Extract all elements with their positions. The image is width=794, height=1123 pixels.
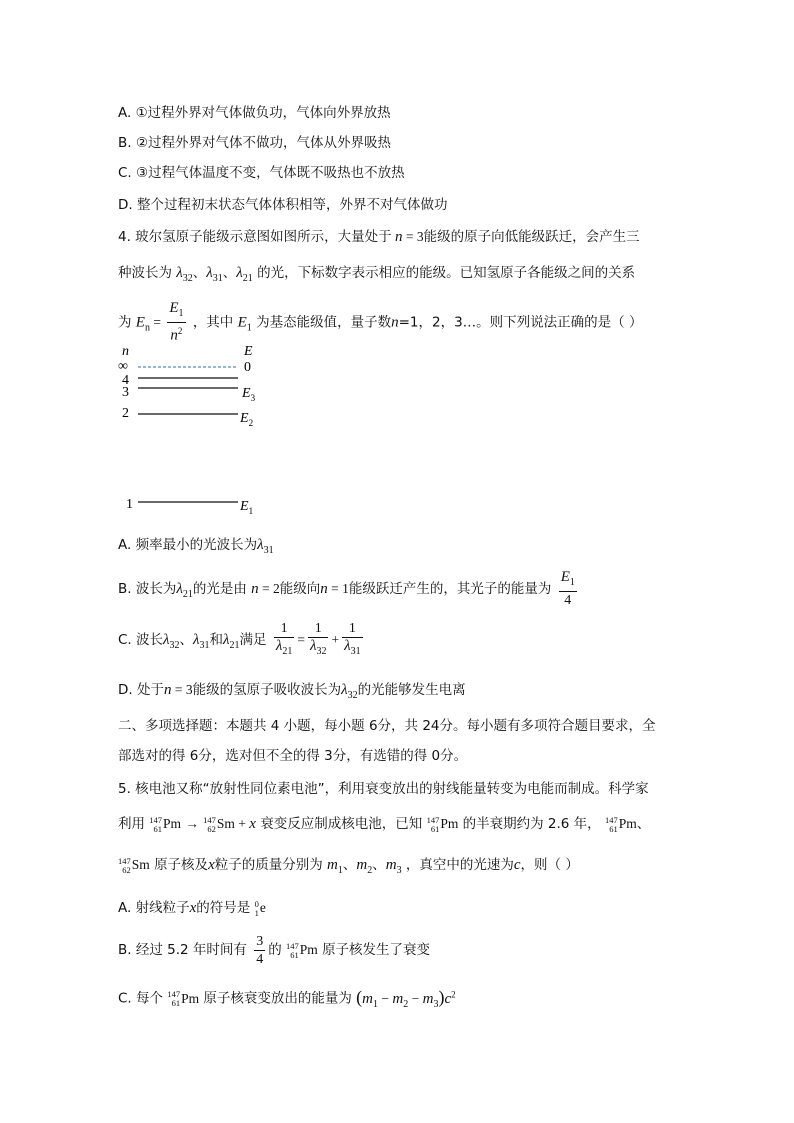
q3-option-c: C. ③过程气体温度不变，气体既不吸热也不放热	[118, 165, 405, 181]
q4-stem-line1: 4. 玻尔氢原子能级示意图如图所示，大量处于 n = 3能级的原子向低能级跃迁，会产生三	[118, 229, 640, 245]
q3-option-b: B. ②过程外界对气体不做功，气体从外界吸热	[118, 135, 391, 151]
e-column-label: E	[244, 344, 253, 359]
q5-stem-line2: 利用 147 61 Pm → 147 62 Sm + x 衰变反应制成核电池，已知 147 61 Pm 的半衰期约为 2.6 年， 147 61 Pm、	[118, 814, 651, 834]
q4-option-b: B. 波长为$\lambda_{21}$的光是由 n = 2能级向n = 1能级跃迁产生的，其光子的能量为 $\frac{E_1}{4}$	[118, 569, 575, 608]
q3-option-d: D. 整个过程初末状态气体体积相等，外界不对气体做功	[118, 197, 448, 213]
energy-formula: $\frac{E_1}{n^2}$	[169, 300, 184, 344]
n-column-label: n	[122, 344, 129, 359]
q4-option-d: D. 处于n = 3能级的氢原子吸收波长为$\lambda_{32}$的光能够发生电离	[118, 682, 466, 701]
level-1-n: 1	[126, 497, 133, 512]
level-inf-n: ∞	[118, 359, 128, 374]
level-4-n: 4	[122, 373, 129, 388]
level-2-n: 2	[122, 406, 129, 421]
level-3-n: 3	[122, 385, 129, 400]
level-3-e: $E_3$	[242, 386, 256, 403]
section2-header-line1: 二、多项选择题：本题共 4 小题，每小题 6分，共 24分。每小题有多项符合题目要求，全	[118, 718, 656, 734]
q5-option-a: A. 射线粒子x的符号是 0 1 e	[118, 898, 266, 918]
level-2-e: $E_2$	[240, 411, 254, 428]
q3-option-a: A. ①过程外界对气体做负功，气体向外界放热	[118, 105, 391, 121]
q5-option-b: B. 经过 5.2 年时间有 $\frac{3}{4}$ 的 147 61 Pm 原子核发生了衰变	[118, 933, 431, 967]
section2-header-line2: 部选对的得 6分，选对但不全的得 3分，有选错的得 0分。	[118, 748, 468, 764]
q5-stem-line1: 5. 核电池又称“放射性同位素电池”，利用衰变放出的射线能量转变为电能而制成。科学家	[118, 781, 649, 797]
level-1-e: $E_1$	[240, 499, 254, 516]
q4-stem-line3: 为 $E_n$ = $\frac{E_1}{n^2}$ ，其中 $E_1$ 为基态能级值，量子数n=1，2，3…。则下列说法正确的是（ ）	[118, 300, 643, 344]
q5-stem-line3: 147 62 Sm 原子核及x粒子的质量分别为 $m_1$、$m_2$、$m_3$ ，真空中的光速为c，则（ ）	[118, 855, 579, 876]
q4-option-a: A. 频率最小的光波长为$\lambda_{31}$	[118, 537, 274, 556]
energy-level-diagram	[112, 340, 292, 520]
level-inf-e: 0	[244, 360, 251, 375]
q4-option-c: C. 波长$\lambda_{32}$、$\lambda_{31}$和$\lambda_{21}$满足 $\frac{1}{\lambda_{21}}$ = $\frac{1}{\lambda_{32}}$ + $\frac{1}{\lambda_{31}}$	[118, 621, 361, 657]
q4-stem-line2: 种波长为 $\lambda_{32}$、$\lambda_{31}$、$\lambda_{21}$ 的光，下标数字表示相应的能级。已知氢原子各能级之间的关系	[118, 265, 636, 284]
q5-option-c: C. 每个 147 61 Pm 原子核衰变放出的能量为 $(m_1 - m_2 - m_3)c^2$	[118, 986, 456, 1010]
